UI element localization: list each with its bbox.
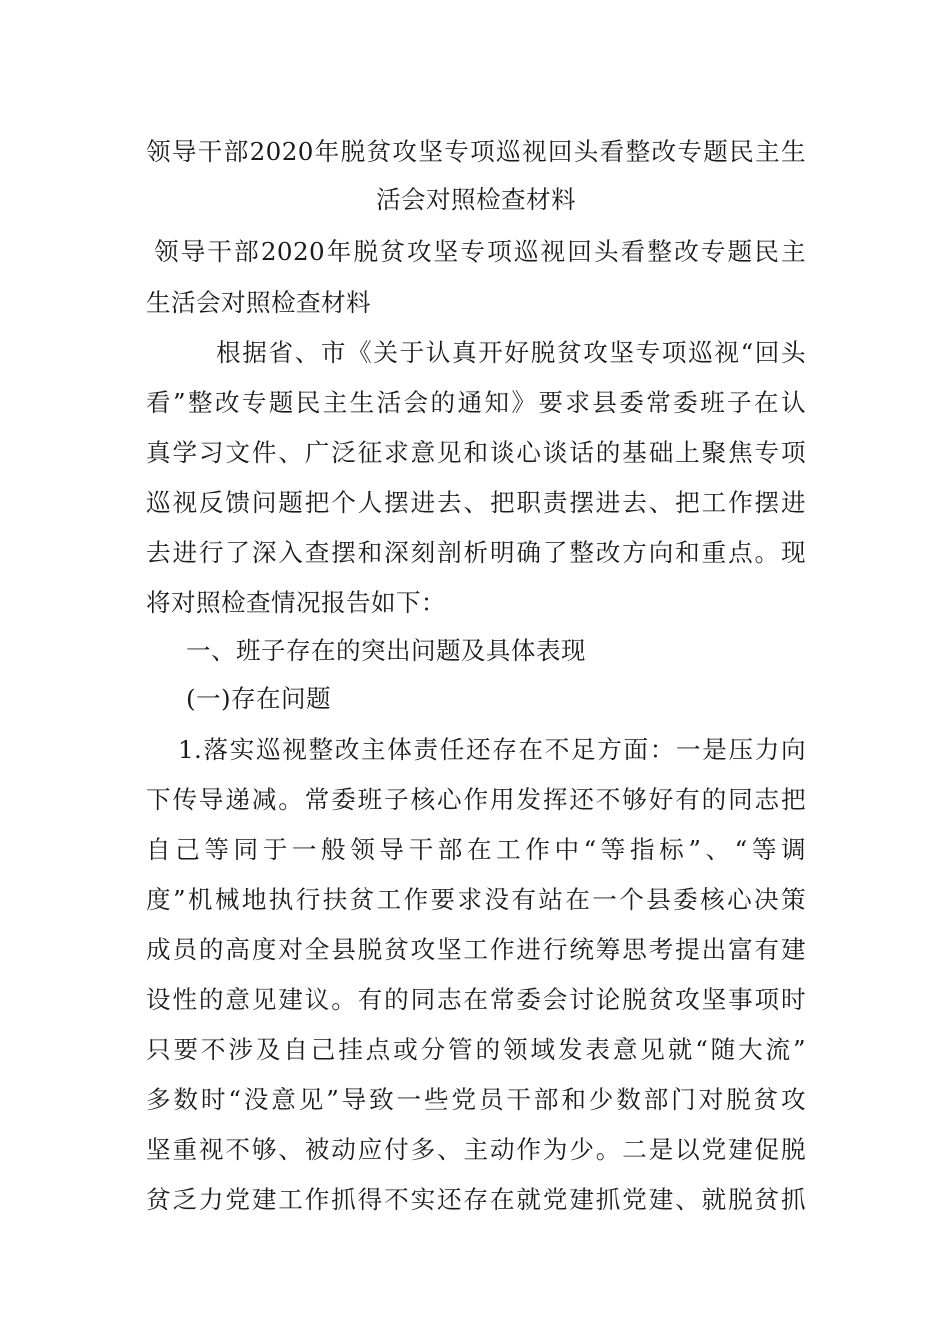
title-line-1: 领导干部2020年脱贫攻坚专项巡视回头看整改专题民主生 [146, 137, 806, 166]
subtitle-line-2: 生活会对照检查材料 [146, 288, 371, 317]
item-line-9: 坚重视不够、被动应付多、主动作为少。二是以党建促脱 [146, 1135, 806, 1164]
section-heading: 一、班子存在的突出问题及具体表现 [186, 636, 586, 665]
intro-line-4: 巡视反馈问题把个人摆进去、把职责摆进去、把工作摆进 [146, 488, 806, 517]
item-line-8: 多数时“没意见”导致一些党员干部和少数部门对脱贫攻 [146, 1085, 806, 1114]
intro-line-1: 根据省、市《关于认真开好脱贫攻坚专项巡视“回头 [216, 338, 806, 367]
subtitle-line-1: 领导干部2020年脱贫攻坚专项巡视回头看整改专题民主 [154, 237, 806, 266]
title-line-2: 活会对照检查材料 [376, 185, 576, 214]
subsection-heading: (一)存在问题 [186, 684, 331, 713]
intro-line-5: 去进行了深入查摆和深刻剖析明确了整改方向和重点。现 [146, 538, 806, 567]
item-line-1: 1.落实巡视整改主体责任还存在不足方面：一是压力向 [178, 735, 806, 764]
item-line-5: 成员的高度对全县脱贫攻坚工作进行统筹思考提出富有建 [146, 935, 806, 964]
item-line-7: 只要不涉及自己挂点或分管的领域发表意见就“随大流” [146, 1035, 806, 1064]
item-line-6: 设性的意见建议。有的同志在常委会讨论脱贫攻坚事项时 [146, 985, 806, 1014]
item-line-3: 自己等同于一般领导干部在工作中“等指标”、“等调 [146, 835, 806, 864]
intro-line-3: 真学习文件、广泛征求意见和谈心谈话的基础上聚焦专项 [146, 438, 806, 467]
item-line-10: 贫乏力党建工作抓得不实还存在就党建抓党建、就脱贫抓 [146, 1185, 806, 1214]
item-line-4: 度”机械地执行扶贫工作要求没有站在一个县委核心决策 [146, 885, 806, 914]
item-line-2: 下传导递减。常委班子核心作用发挥还不够好有的同志把 [146, 785, 806, 814]
intro-line-2: 看”整改专题民主生活会的通知》要求县委常委班子在认 [146, 388, 806, 417]
intro-line-6: 将对照检查情况报告如下： [146, 588, 446, 617]
